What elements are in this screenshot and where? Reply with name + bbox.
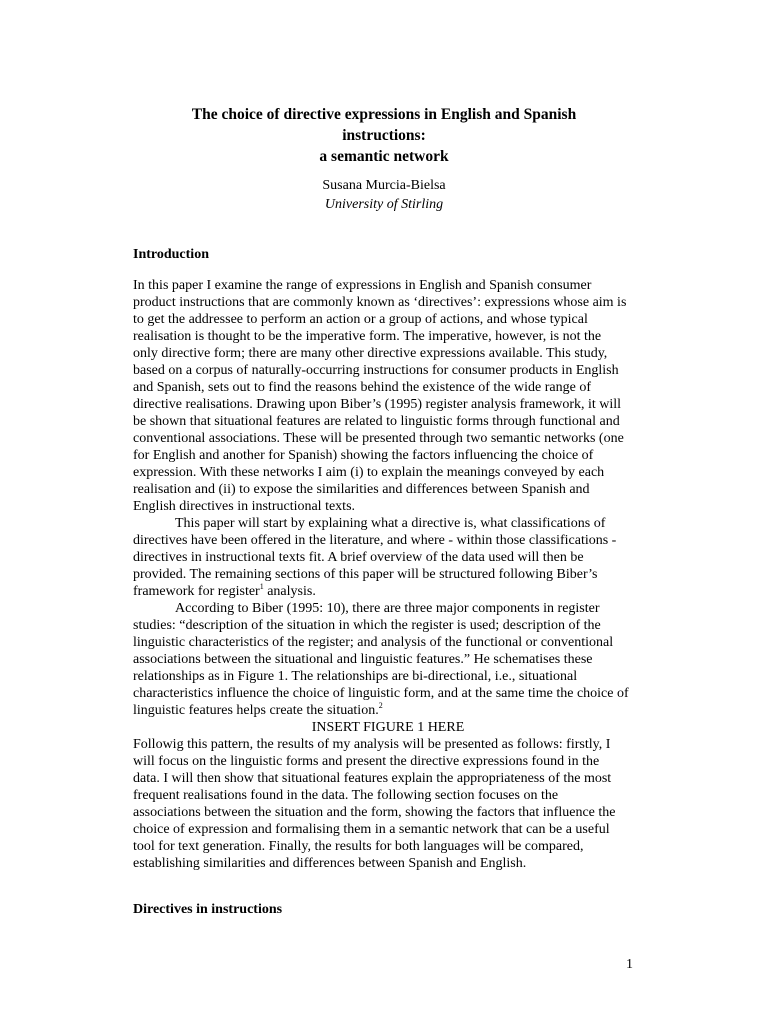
section-heading-directives: Directives in instructions [133, 902, 283, 917]
body-line: directive realisations. Drawing upon Biber’s (1995) register analysis framework, it will [133, 397, 622, 412]
body-line: and Spanish, sets out to find the reasons behind the existence of the wide range of [133, 380, 591, 395]
body-line: frequent realisations found in the data. The following section focuses on the [133, 788, 559, 803]
body-line [133, 702, 643, 719]
body-line: In this paper I examine the range of expressions in English and Spanish consumer [133, 278, 592, 293]
body-line: only directive form; there are many other directive expressions available. This study, [133, 346, 608, 361]
body-line: associations between the situation and the form, showing the factors that influence the [133, 805, 616, 820]
author-affiliation: University of Stirling [324, 197, 444, 212]
body-line: relationships as in Figure 1. The relationships are bi-directional, i.e., situational [133, 669, 578, 684]
body-line: According to Biber (1995: 10), there are three major components in register [175, 601, 600, 616]
body-line: expression. With these networks I aim (i) to explain the meanings conveyed by each [133, 465, 605, 480]
body-line: linguistic characteristics of the register; and analysis of the functional or conventional [133, 635, 614, 650]
body-line: be shown that situational features are related to linguistic forms through functional and [133, 414, 620, 429]
body-text [133, 277, 643, 872]
author-name: Susana Murcia-Bielsa [322, 178, 446, 193]
body-line: conventional associations. These will be presented through two semantic networks (one [133, 431, 624, 446]
body-line: to get the addressee to perform an action or a group of actions, and whose typical [133, 312, 588, 327]
figure-placeholder: INSERT FIGURE 1 HERE [311, 720, 465, 735]
body-line: directives in instructional texts fit. A brief overview of the data used will then be [133, 550, 584, 565]
body-line-text: framework for register [133, 584, 260, 599]
body-line: English directives in instructional texts. [133, 499, 356, 514]
body-line: for English and another for Spanish) showing the factors influencing the choice of [133, 448, 594, 463]
body-line: associations between the situational and linguistic features.” He schematises these [133, 652, 593, 667]
body-line: realisation and (ii) to expose the similarities and differences between Spanish and [133, 482, 590, 497]
title-line-2: instructions: [342, 127, 426, 144]
body-line: studies: “description of the situation in which the register is used; description of the [133, 618, 601, 633]
body-line: will focus on the linguistic forms and present the directive expressions found in the [133, 754, 600, 769]
footnote-mark: 2 [378, 701, 383, 710]
body-line: Followig this pattern, the results of my analysis will be presented as follows: firstly, I [133, 737, 611, 752]
body-line: based on a corpus of naturally-occurring instructions for consumer products in English [133, 363, 619, 378]
body-line: provided. The remaining sections of this paper will be structured following Biber’s [133, 567, 598, 582]
page-number: 1 [626, 957, 633, 972]
body-line-tail: analysis. [263, 584, 316, 599]
footnote-mark: 1 [259, 582, 264, 591]
body-line: realisation is thought to be the imperative form. The imperative, however, is not the [133, 329, 602, 344]
body-line: product instructions that are commonly known as ‘directives’: expressions whose aim is [133, 295, 627, 310]
section-heading-introduction: Introduction [133, 247, 209, 262]
title-line-1: The choice of directive expressions in English and Spanish [191, 106, 577, 123]
body-line-text: linguistic features helps create the situation. [133, 703, 379, 718]
body-line: data. I will then show that situational features explain the appropriateness of the most [133, 771, 612, 786]
title-line-3: a semantic network [319, 148, 449, 165]
body-line: directives have been offered in the literature, and where - within those classifications - [133, 533, 617, 548]
paper-title [100, 104, 668, 167]
body-line: choice of expression and formalising them in a semantic network that can be a useful [133, 822, 610, 837]
body-line: This paper will start by explaining what a directive is, what classifications of [175, 516, 606, 531]
body-line: characteristics influence the choice of linguistic form, and at the same time the choice of [133, 686, 629, 701]
body-line: establishing similarities and differences between Spanish and English. [133, 856, 527, 871]
body-line [133, 583, 643, 600]
body-line: tool for text generation. Finally, the results for both languages will be compared, [133, 839, 584, 854]
